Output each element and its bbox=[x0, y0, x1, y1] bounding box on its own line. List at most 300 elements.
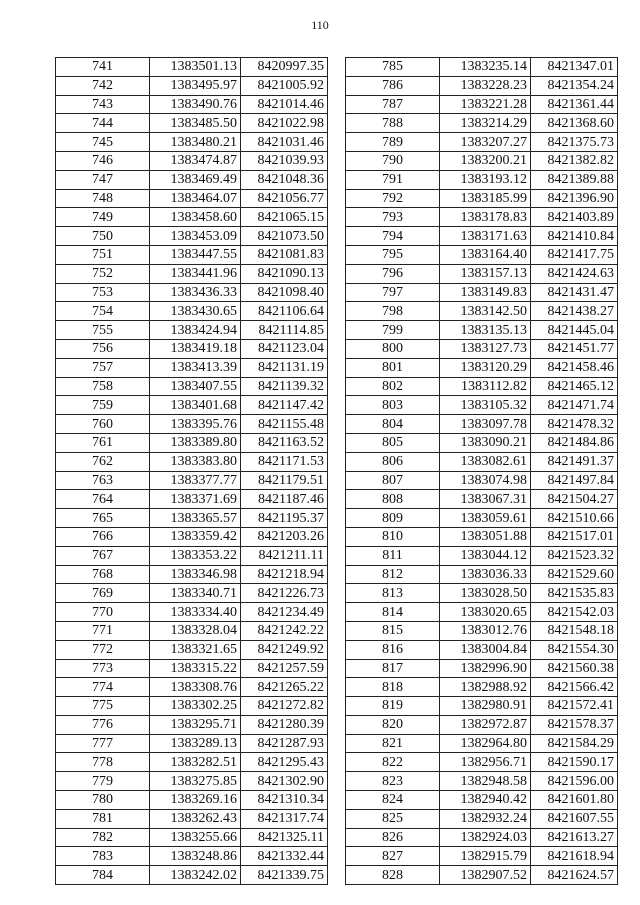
x-coordinate-cell: 1383127.73 bbox=[440, 339, 531, 358]
y-coordinate-cell: 8421596.00 bbox=[531, 772, 618, 791]
y-coordinate-cell: 8421566.42 bbox=[531, 678, 618, 697]
table-row bbox=[56, 433, 328, 452]
point-number-cell: 802 bbox=[346, 377, 440, 396]
table-row bbox=[56, 58, 328, 77]
table-row bbox=[346, 208, 618, 227]
point-number-cell: 793 bbox=[346, 208, 440, 227]
point-number-cell: 773 bbox=[56, 659, 150, 678]
x-coordinate-cell: 1383334.40 bbox=[150, 603, 241, 622]
y-coordinate-cell: 8421048.36 bbox=[241, 170, 328, 189]
table-row bbox=[346, 189, 618, 208]
point-number-cell: 812 bbox=[346, 565, 440, 584]
table-row bbox=[56, 847, 328, 866]
x-coordinate-cell: 1382948.58 bbox=[440, 772, 531, 791]
y-coordinate-cell: 8421542.03 bbox=[531, 603, 618, 622]
y-coordinate-cell: 8421417.75 bbox=[531, 245, 618, 264]
point-number-cell: 828 bbox=[346, 866, 440, 885]
point-number-cell: 762 bbox=[56, 452, 150, 471]
point-number-cell: 805 bbox=[346, 433, 440, 452]
table-row bbox=[56, 565, 328, 584]
x-coordinate-cell: 1383262.43 bbox=[150, 809, 241, 828]
y-coordinate-cell: 8421560.38 bbox=[531, 659, 618, 678]
x-coordinate-cell: 1383371.69 bbox=[150, 490, 241, 509]
x-coordinate-cell: 1383214.29 bbox=[440, 114, 531, 133]
table-row bbox=[346, 302, 618, 321]
y-coordinate-cell: 8421295.43 bbox=[241, 753, 328, 772]
table-row bbox=[56, 697, 328, 716]
x-coordinate-cell: 1382956.71 bbox=[440, 753, 531, 772]
point-number-cell: 750 bbox=[56, 227, 150, 246]
x-coordinate-cell: 1382907.52 bbox=[440, 866, 531, 885]
x-coordinate-cell: 1382980.91 bbox=[440, 697, 531, 716]
x-coordinate-cell: 1383097.78 bbox=[440, 415, 531, 434]
x-coordinate-cell: 1383059.61 bbox=[440, 509, 531, 528]
point-number-cell: 786 bbox=[346, 76, 440, 95]
point-number-cell: 749 bbox=[56, 208, 150, 227]
x-coordinate-cell: 1383149.83 bbox=[440, 283, 531, 302]
y-coordinate-cell: 8421249.92 bbox=[241, 640, 328, 659]
x-coordinate-cell: 1383242.02 bbox=[150, 866, 241, 885]
x-coordinate-cell: 1383157.13 bbox=[440, 264, 531, 283]
x-coordinate-cell: 1382988.92 bbox=[440, 678, 531, 697]
table-row bbox=[346, 245, 618, 264]
table-row bbox=[56, 151, 328, 170]
x-coordinate-cell: 1382924.03 bbox=[440, 828, 531, 847]
point-number-cell: 817 bbox=[346, 659, 440, 678]
y-coordinate-cell: 8421098.40 bbox=[241, 283, 328, 302]
table-row bbox=[56, 734, 328, 753]
x-coordinate-cell: 1383480.21 bbox=[150, 133, 241, 152]
point-number-cell: 785 bbox=[346, 58, 440, 77]
y-coordinate-cell: 8421139.32 bbox=[241, 377, 328, 396]
point-number-cell: 754 bbox=[56, 302, 150, 321]
point-number-cell: 745 bbox=[56, 133, 150, 152]
x-coordinate-cell: 1383407.55 bbox=[150, 377, 241, 396]
y-coordinate-cell: 8421382.82 bbox=[531, 151, 618, 170]
x-coordinate-cell: 1383469.49 bbox=[150, 170, 241, 189]
x-coordinate-cell: 1383353.22 bbox=[150, 546, 241, 565]
y-coordinate-cell: 8421410.84 bbox=[531, 227, 618, 246]
table-row bbox=[56, 264, 328, 283]
point-number-cell: 796 bbox=[346, 264, 440, 283]
point-number-cell: 780 bbox=[56, 791, 150, 810]
point-number-cell: 811 bbox=[346, 546, 440, 565]
point-number-cell: 792 bbox=[346, 189, 440, 208]
y-coordinate-cell: 8421031.46 bbox=[241, 133, 328, 152]
table-row bbox=[346, 809, 618, 828]
point-number-cell: 751 bbox=[56, 245, 150, 264]
point-number-cell: 756 bbox=[56, 339, 150, 358]
x-coordinate-cell: 1383221.28 bbox=[440, 95, 531, 114]
table-row bbox=[346, 791, 618, 810]
table-row bbox=[346, 621, 618, 640]
y-coordinate-cell: 8421257.59 bbox=[241, 659, 328, 678]
table-row bbox=[346, 847, 618, 866]
point-number-cell: 806 bbox=[346, 452, 440, 471]
table-row bbox=[346, 264, 618, 283]
x-coordinate-cell: 1383164.40 bbox=[440, 245, 531, 264]
table-row bbox=[56, 377, 328, 396]
x-coordinate-cell: 1383074.98 bbox=[440, 471, 531, 490]
point-number-cell: 770 bbox=[56, 603, 150, 622]
table-row bbox=[56, 189, 328, 208]
table-row bbox=[56, 358, 328, 377]
table-row bbox=[56, 678, 328, 697]
y-coordinate-cell: 8421613.27 bbox=[531, 828, 618, 847]
y-coordinate-cell: 8421471.74 bbox=[531, 396, 618, 415]
point-number-cell: 784 bbox=[56, 866, 150, 885]
point-number-cell: 777 bbox=[56, 734, 150, 753]
table-row bbox=[346, 734, 618, 753]
y-coordinate-cell: 8421090.13 bbox=[241, 264, 328, 283]
x-coordinate-cell: 1383315.22 bbox=[150, 659, 241, 678]
point-number-cell: 766 bbox=[56, 527, 150, 546]
point-number-cell: 816 bbox=[346, 640, 440, 659]
y-coordinate-cell: 8421195.37 bbox=[241, 509, 328, 528]
x-coordinate-cell: 1383090.21 bbox=[440, 433, 531, 452]
point-number-cell: 755 bbox=[56, 321, 150, 340]
y-coordinate-cell: 8421497.84 bbox=[531, 471, 618, 490]
table-row bbox=[56, 227, 328, 246]
y-coordinate-cell: 8421073.50 bbox=[241, 227, 328, 246]
x-coordinate-cell: 1383112.82 bbox=[440, 377, 531, 396]
point-number-cell: 819 bbox=[346, 697, 440, 716]
table-row bbox=[346, 151, 618, 170]
table-row bbox=[346, 659, 618, 678]
point-number-cell: 764 bbox=[56, 490, 150, 509]
point-number-cell: 774 bbox=[56, 678, 150, 697]
y-coordinate-cell: 8421572.41 bbox=[531, 697, 618, 716]
coordinates-table-left bbox=[55, 57, 328, 885]
table-row bbox=[346, 452, 618, 471]
point-number-cell: 801 bbox=[346, 358, 440, 377]
x-coordinate-cell: 1383485.50 bbox=[150, 114, 241, 133]
x-coordinate-cell: 1383441.96 bbox=[150, 264, 241, 283]
y-coordinate-cell: 8421325.11 bbox=[241, 828, 328, 847]
y-coordinate-cell: 8420997.35 bbox=[241, 58, 328, 77]
x-coordinate-cell: 1383207.27 bbox=[440, 133, 531, 152]
table-row bbox=[346, 170, 618, 189]
table-row bbox=[346, 321, 618, 340]
y-coordinate-cell: 8421607.55 bbox=[531, 809, 618, 828]
table-row bbox=[346, 640, 618, 659]
x-coordinate-cell: 1383395.76 bbox=[150, 415, 241, 434]
x-coordinate-cell: 1383328.04 bbox=[150, 621, 241, 640]
table-row bbox=[56, 95, 328, 114]
table-row bbox=[346, 527, 618, 546]
table-row bbox=[56, 339, 328, 358]
y-coordinate-cell: 8421302.90 bbox=[241, 772, 328, 791]
x-coordinate-cell: 1383447.55 bbox=[150, 245, 241, 264]
x-coordinate-cell: 1383067.31 bbox=[440, 490, 531, 509]
point-number-cell: 815 bbox=[346, 621, 440, 640]
table-row bbox=[56, 321, 328, 340]
table-row bbox=[346, 114, 618, 133]
y-coordinate-cell: 8421226.73 bbox=[241, 584, 328, 603]
y-coordinate-cell: 8421203.26 bbox=[241, 527, 328, 546]
y-coordinate-cell: 8421163.52 bbox=[241, 433, 328, 452]
y-coordinate-cell: 8421529.60 bbox=[531, 565, 618, 584]
table-row bbox=[56, 640, 328, 659]
x-coordinate-cell: 1383383.80 bbox=[150, 452, 241, 471]
table-row bbox=[346, 509, 618, 528]
x-coordinate-cell: 1383289.13 bbox=[150, 734, 241, 753]
point-number-cell: 782 bbox=[56, 828, 150, 847]
table-row bbox=[346, 227, 618, 246]
y-coordinate-cell: 8421171.53 bbox=[241, 452, 328, 471]
x-coordinate-cell: 1383036.33 bbox=[440, 565, 531, 584]
point-number-cell: 771 bbox=[56, 621, 150, 640]
point-number-cell: 821 bbox=[346, 734, 440, 753]
x-coordinate-cell: 1383501.13 bbox=[150, 58, 241, 77]
point-number-cell: 759 bbox=[56, 396, 150, 415]
x-coordinate-cell: 1383255.66 bbox=[150, 828, 241, 847]
table-row bbox=[56, 490, 328, 509]
x-coordinate-cell: 1383359.42 bbox=[150, 527, 241, 546]
x-coordinate-cell: 1383401.68 bbox=[150, 396, 241, 415]
y-coordinate-cell: 8421548.18 bbox=[531, 621, 618, 640]
table-row bbox=[56, 809, 328, 828]
y-coordinate-cell: 8421504.27 bbox=[531, 490, 618, 509]
table-row bbox=[56, 527, 328, 546]
y-coordinate-cell: 8421389.88 bbox=[531, 170, 618, 189]
y-coordinate-cell: 8421624.57 bbox=[531, 866, 618, 885]
y-coordinate-cell: 8421578.37 bbox=[531, 715, 618, 734]
point-number-cell: 742 bbox=[56, 76, 150, 95]
point-number-cell: 758 bbox=[56, 377, 150, 396]
x-coordinate-cell: 1383282.51 bbox=[150, 753, 241, 772]
y-coordinate-cell: 8421242.22 bbox=[241, 621, 328, 640]
table-row bbox=[56, 546, 328, 565]
table-row bbox=[346, 58, 618, 77]
table-row bbox=[346, 603, 618, 622]
x-coordinate-cell: 1383424.94 bbox=[150, 321, 241, 340]
y-coordinate-cell: 8421310.34 bbox=[241, 791, 328, 810]
point-number-cell: 783 bbox=[56, 847, 150, 866]
point-number-cell: 775 bbox=[56, 697, 150, 716]
y-coordinate-cell: 8421123.04 bbox=[241, 339, 328, 358]
x-coordinate-cell: 1383458.60 bbox=[150, 208, 241, 227]
x-coordinate-cell: 1382932.24 bbox=[440, 809, 531, 828]
point-number-cell: 807 bbox=[346, 471, 440, 490]
y-coordinate-cell: 8421535.83 bbox=[531, 584, 618, 603]
point-number-cell: 808 bbox=[346, 490, 440, 509]
point-number-cell: 791 bbox=[346, 170, 440, 189]
x-coordinate-cell: 1383419.18 bbox=[150, 339, 241, 358]
y-coordinate-cell: 8421272.82 bbox=[241, 697, 328, 716]
point-number-cell: 767 bbox=[56, 546, 150, 565]
table-row bbox=[56, 603, 328, 622]
table-row bbox=[56, 76, 328, 95]
x-coordinate-cell: 1383193.12 bbox=[440, 170, 531, 189]
x-coordinate-cell: 1382915.79 bbox=[440, 847, 531, 866]
x-coordinate-cell: 1383228.23 bbox=[440, 76, 531, 95]
table-row bbox=[56, 283, 328, 302]
y-coordinate-cell: 8421014.46 bbox=[241, 95, 328, 114]
point-number-cell: 741 bbox=[56, 58, 150, 77]
y-coordinate-cell: 8421491.37 bbox=[531, 452, 618, 471]
x-coordinate-cell: 1383120.29 bbox=[440, 358, 531, 377]
point-number-cell: 798 bbox=[346, 302, 440, 321]
y-coordinate-cell: 8421438.27 bbox=[531, 302, 618, 321]
y-coordinate-cell: 8421375.73 bbox=[531, 133, 618, 152]
y-coordinate-cell: 8421517.01 bbox=[531, 527, 618, 546]
y-coordinate-cell: 8421131.19 bbox=[241, 358, 328, 377]
x-coordinate-cell: 1382972.87 bbox=[440, 715, 531, 734]
table-row bbox=[346, 490, 618, 509]
table-row bbox=[56, 715, 328, 734]
y-coordinate-cell: 8421039.93 bbox=[241, 151, 328, 170]
y-coordinate-cell: 8421065.15 bbox=[241, 208, 328, 227]
y-coordinate-cell: 8421211.11 bbox=[241, 546, 328, 565]
table-row bbox=[56, 133, 328, 152]
table-row bbox=[346, 828, 618, 847]
x-coordinate-cell: 1383012.76 bbox=[440, 621, 531, 640]
point-number-cell: 787 bbox=[346, 95, 440, 114]
x-coordinate-cell: 1383200.21 bbox=[440, 151, 531, 170]
table-row bbox=[346, 358, 618, 377]
y-coordinate-cell: 8421458.46 bbox=[531, 358, 618, 377]
table-row bbox=[346, 339, 618, 358]
page-number: 110 bbox=[311, 18, 329, 32]
x-coordinate-cell: 1382940.42 bbox=[440, 791, 531, 810]
point-number-cell: 804 bbox=[346, 415, 440, 434]
point-number-cell: 748 bbox=[56, 189, 150, 208]
y-coordinate-cell: 8421361.44 bbox=[531, 95, 618, 114]
point-number-cell: 743 bbox=[56, 95, 150, 114]
y-coordinate-cell: 8421265.22 bbox=[241, 678, 328, 697]
x-coordinate-cell: 1383142.50 bbox=[440, 302, 531, 321]
point-number-cell: 803 bbox=[346, 396, 440, 415]
y-coordinate-cell: 8421155.48 bbox=[241, 415, 328, 434]
table-row bbox=[346, 866, 618, 885]
y-coordinate-cell: 8421465.12 bbox=[531, 377, 618, 396]
point-number-cell: 757 bbox=[56, 358, 150, 377]
table-row bbox=[346, 471, 618, 490]
x-coordinate-cell: 1383044.12 bbox=[440, 546, 531, 565]
x-coordinate-cell: 1383413.39 bbox=[150, 358, 241, 377]
x-coordinate-cell: 1382964.80 bbox=[440, 734, 531, 753]
x-coordinate-cell: 1383495.97 bbox=[150, 76, 241, 95]
y-coordinate-cell: 8421287.93 bbox=[241, 734, 328, 753]
y-coordinate-cell: 8421554.30 bbox=[531, 640, 618, 659]
table-row bbox=[346, 697, 618, 716]
x-coordinate-cell: 1383135.13 bbox=[440, 321, 531, 340]
point-number-cell: 813 bbox=[346, 584, 440, 603]
table-row bbox=[56, 452, 328, 471]
point-number-cell: 820 bbox=[346, 715, 440, 734]
table-row bbox=[346, 678, 618, 697]
x-coordinate-cell: 1383269.16 bbox=[150, 791, 241, 810]
y-coordinate-cell: 8421147.42 bbox=[241, 396, 328, 415]
x-coordinate-cell: 1383028.50 bbox=[440, 584, 531, 603]
x-coordinate-cell: 1383308.76 bbox=[150, 678, 241, 697]
point-number-cell: 797 bbox=[346, 283, 440, 302]
point-number-cell: 776 bbox=[56, 715, 150, 734]
x-coordinate-cell: 1383020.65 bbox=[440, 603, 531, 622]
table-row bbox=[56, 659, 328, 678]
y-coordinate-cell: 8421478.32 bbox=[531, 415, 618, 434]
y-coordinate-cell: 8421005.92 bbox=[241, 76, 328, 95]
point-number-cell: 765 bbox=[56, 509, 150, 528]
y-coordinate-cell: 8421445.04 bbox=[531, 321, 618, 340]
table-row bbox=[346, 95, 618, 114]
point-number-cell: 761 bbox=[56, 433, 150, 452]
y-coordinate-cell: 8421510.66 bbox=[531, 509, 618, 528]
x-coordinate-cell: 1383185.99 bbox=[440, 189, 531, 208]
x-coordinate-cell: 1383436.33 bbox=[150, 283, 241, 302]
table-row bbox=[346, 433, 618, 452]
y-coordinate-cell: 8421451.77 bbox=[531, 339, 618, 358]
point-number-cell: 823 bbox=[346, 772, 440, 791]
y-coordinate-cell: 8421618.94 bbox=[531, 847, 618, 866]
table-row bbox=[346, 377, 618, 396]
table-row bbox=[56, 396, 328, 415]
point-number-cell: 760 bbox=[56, 415, 150, 434]
y-coordinate-cell: 8421339.75 bbox=[241, 866, 328, 885]
point-number-cell: 772 bbox=[56, 640, 150, 659]
y-coordinate-cell: 8421601.80 bbox=[531, 791, 618, 810]
y-coordinate-cell: 8421106.64 bbox=[241, 302, 328, 321]
table-row bbox=[346, 76, 618, 95]
y-coordinate-cell: 8421114.85 bbox=[241, 321, 328, 340]
table-row bbox=[56, 828, 328, 847]
y-coordinate-cell: 8421354.24 bbox=[531, 76, 618, 95]
x-coordinate-cell: 1383295.71 bbox=[150, 715, 241, 734]
point-number-cell: 790 bbox=[346, 151, 440, 170]
point-number-cell: 744 bbox=[56, 114, 150, 133]
point-number-cell: 747 bbox=[56, 170, 150, 189]
point-number-cell: 826 bbox=[346, 828, 440, 847]
point-number-cell: 809 bbox=[346, 509, 440, 528]
x-coordinate-cell: 1383453.09 bbox=[150, 227, 241, 246]
y-coordinate-cell: 8421347.01 bbox=[531, 58, 618, 77]
table-row bbox=[56, 471, 328, 490]
y-coordinate-cell: 8421081.83 bbox=[241, 245, 328, 264]
table-row bbox=[56, 208, 328, 227]
x-coordinate-cell: 1383346.98 bbox=[150, 565, 241, 584]
x-coordinate-cell: 1382996.90 bbox=[440, 659, 531, 678]
table-row bbox=[346, 415, 618, 434]
point-number-cell: 799 bbox=[346, 321, 440, 340]
point-number-cell: 794 bbox=[346, 227, 440, 246]
point-number-cell: 824 bbox=[346, 791, 440, 810]
y-coordinate-cell: 8421403.89 bbox=[531, 208, 618, 227]
y-coordinate-cell: 8421280.39 bbox=[241, 715, 328, 734]
x-coordinate-cell: 1383474.87 bbox=[150, 151, 241, 170]
y-coordinate-cell: 8421187.46 bbox=[241, 490, 328, 509]
y-coordinate-cell: 8421424.63 bbox=[531, 264, 618, 283]
y-coordinate-cell: 8421332.44 bbox=[241, 847, 328, 866]
point-number-cell: 781 bbox=[56, 809, 150, 828]
y-coordinate-cell: 8421317.74 bbox=[241, 809, 328, 828]
point-number-cell: 818 bbox=[346, 678, 440, 697]
point-number-cell: 814 bbox=[346, 603, 440, 622]
table-row bbox=[56, 509, 328, 528]
point-number-cell: 763 bbox=[56, 471, 150, 490]
x-coordinate-cell: 1383105.32 bbox=[440, 396, 531, 415]
table-row bbox=[56, 621, 328, 640]
x-coordinate-cell: 1383171.63 bbox=[440, 227, 531, 246]
x-coordinate-cell: 1383377.77 bbox=[150, 471, 241, 490]
table-row bbox=[346, 772, 618, 791]
x-coordinate-cell: 1383389.80 bbox=[150, 433, 241, 452]
y-coordinate-cell: 8421584.29 bbox=[531, 734, 618, 753]
table-row bbox=[346, 715, 618, 734]
y-coordinate-cell: 8421590.17 bbox=[531, 753, 618, 772]
point-number-cell: 800 bbox=[346, 339, 440, 358]
x-coordinate-cell: 1383490.76 bbox=[150, 95, 241, 114]
